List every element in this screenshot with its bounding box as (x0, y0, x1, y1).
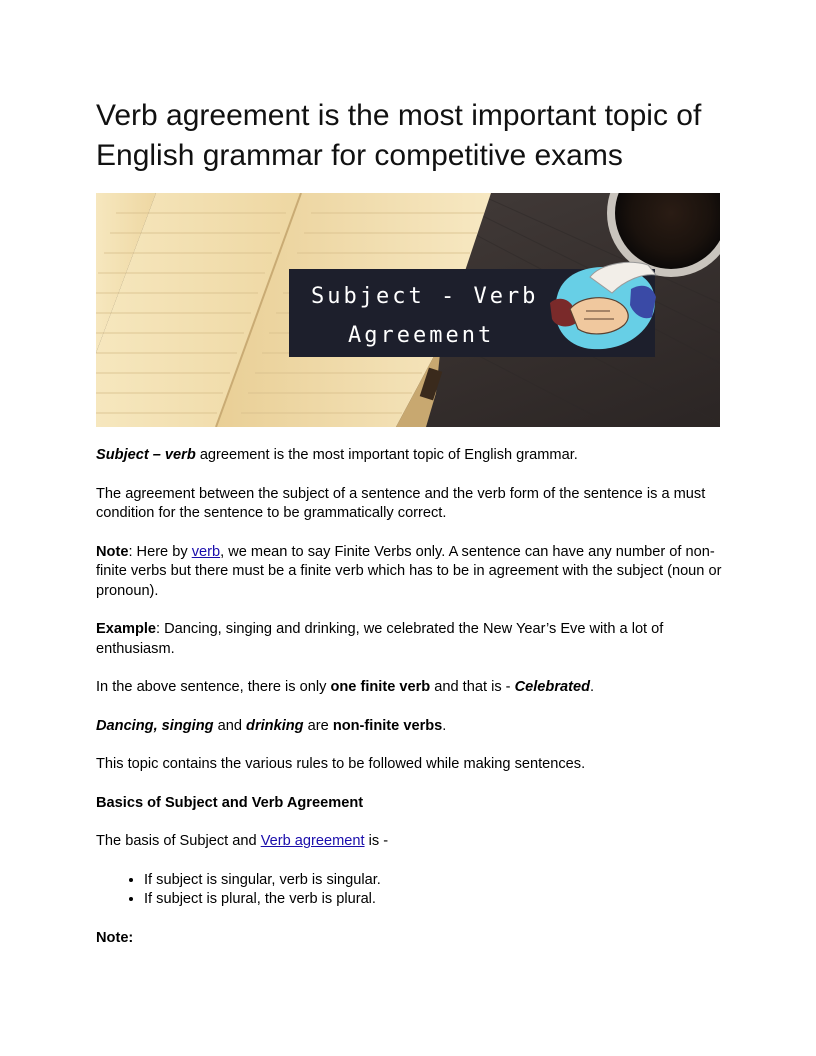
verb-link[interactable]: verb (191, 543, 221, 560)
section-heading: Basics of Subject and Verb Agreement (96, 794, 364, 811)
note-label: Note (96, 543, 129, 560)
finite-verb-paragraph: In the above sentence, there is only one finite verb and that is - Celebrated. (96, 679, 595, 695)
banner-line-1: Subject - Verb (311, 284, 539, 309)
intro-paragraph: Subject – verb agreement is the most important topic of English grammar. (96, 447, 578, 463)
list-item: • If subject is singular, verb is singular. (144, 871, 722, 891)
note-paragraph: Note: Here by verb, we mean to say Finite Verbs only. A sentence can have any number of non-finite verbs but there must be a finite verb which has to be in agreement with the subject (noun or pronoun). (96, 543, 722, 599)
rules-list (96, 871, 722, 910)
basis-paragraph: The basis of Subject and Verb agreement is - (96, 833, 389, 849)
verb-agreement-link[interactable]: Verb agreement (260, 833, 365, 849)
page-title: Verb agreement is the most important topic of English grammar for competitive exams (96, 99, 702, 172)
non-finite-paragraph: Dancing, singing and drinking are non-finite verbs. (96, 717, 447, 734)
definition-paragraph: The agreement between the subject of a sentence and the verb form of the sentence is a must condition for the sentence to be grammatically correct. (96, 485, 706, 521)
subject-verb-emphasis: Subject – verb (96, 447, 196, 463)
list-item: • If subject is plural, the verb is plural. (144, 890, 722, 910)
example-paragraph: Example: Dancing, singing and drinking, we celebrated the New Year’s Eve with a lot of enthusiasm. (96, 621, 664, 657)
hero-image (96, 193, 720, 427)
topic-paragraph: This topic contains the various rules to be followed while making sentences. (96, 756, 586, 772)
article-body (96, 446, 722, 967)
example-label: Example (96, 621, 157, 637)
banner-line-2: Agreement (348, 323, 495, 348)
note-heading: Note: (96, 929, 134, 946)
